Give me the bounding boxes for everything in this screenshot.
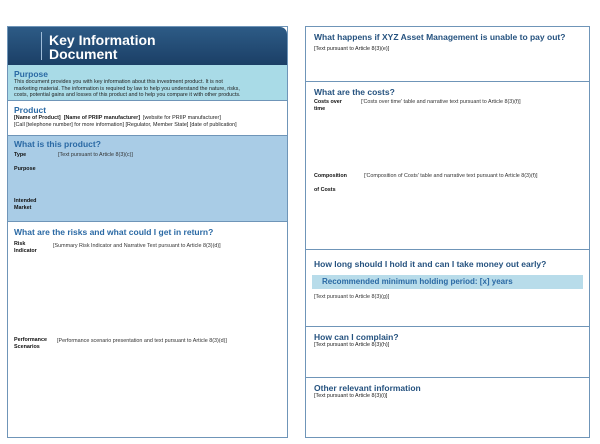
performance-scenarios-label-1: Performance bbox=[14, 337, 47, 343]
costs-over-time-text: ['Costs over time' table and narrative text pursuant to Article 8(3)(f)] bbox=[361, 99, 521, 105]
document-header bbox=[8, 27, 287, 65]
product-name: [Name of Product] bbox=[14, 115, 61, 121]
recommended-holding-period-band: Recommended minimum holding period: [x] years bbox=[312, 275, 583, 289]
composition-of-costs-label-2: of Costs bbox=[314, 187, 336, 193]
product-section bbox=[8, 101, 287, 136]
holding-period-text: [Text pursuant to Article 8(3)(g)] bbox=[314, 294, 390, 300]
unable-to-pay-section bbox=[306, 27, 589, 82]
manufacturer-website: [website for PRIIP manufacturer] bbox=[143, 115, 221, 121]
right-column bbox=[305, 26, 590, 438]
unable-to-pay-text: [Text pursuant to Article 8(3)(e)] bbox=[314, 46, 390, 52]
other-information-section bbox=[306, 378, 589, 437]
purpose-label: Purpose bbox=[14, 166, 36, 172]
purpose-text-line2: marketing material. The information is required by law to help you understand the nature, risks, bbox=[14, 85, 240, 92]
performance-scenarios-label-2: Scenarios bbox=[14, 344, 40, 350]
risk-indicator-label-2: Indicator bbox=[14, 248, 37, 254]
product-line1 bbox=[14, 115, 281, 122]
purpose-text-line1: This document provides you with key information about this investment product. It is not bbox=[14, 79, 223, 85]
intended-market-label-1: Intended bbox=[14, 198, 37, 204]
risk-indicator-text: [Summary Risk Indicator and Narrative Text pursuant to Article 8(3)(d)] bbox=[53, 243, 221, 249]
risks-heading: What are the risks and what could I get in return? bbox=[14, 227, 214, 237]
costs-over-time-label-2: time bbox=[314, 106, 326, 112]
performance-scenarios-text: [Performance scenario presentation and text pursuant to Article 8(3)(d)] bbox=[57, 338, 227, 344]
type-label: Type bbox=[14, 152, 27, 158]
other-information-text: [Text pursuant to Article 8(3)(i)] bbox=[314, 393, 388, 399]
product-line2: [Call [telephone number] for more information] [Regulator, Member State] [date of publication] bbox=[14, 121, 237, 128]
type-text: [Text pursuant to Article 8(3)(c)] bbox=[58, 152, 133, 158]
product-heading: Product bbox=[14, 105, 47, 115]
document-title-line1: Key Information bbox=[49, 32, 156, 48]
risk-indicator-label-1: Risk bbox=[14, 241, 26, 247]
holding-period-section bbox=[306, 250, 589, 327]
purpose-section bbox=[8, 65, 287, 101]
costs-over-time-label-1: Costs over bbox=[314, 99, 342, 105]
complain-text: [Text pursuant to Article 8(3)(h)] bbox=[314, 342, 390, 348]
holding-period-heading: How long should I hold it and can I take money out early? bbox=[314, 259, 547, 269]
document-title-line2: Document bbox=[49, 46, 118, 62]
purpose-text-line3: costs, potential gains and losses of this product and to help you compare it with other products. bbox=[14, 92, 241, 99]
composition-of-costs-label-1: Composition bbox=[314, 173, 347, 179]
other-information-heading: Other relevant information bbox=[314, 383, 421, 393]
costs-heading: What are the costs? bbox=[314, 87, 395, 97]
purpose-heading: Purpose bbox=[14, 69, 49, 79]
costs-section bbox=[306, 82, 589, 250]
what-is-product-heading: What is this product? bbox=[14, 139, 101, 149]
intended-market-label-2: Market bbox=[14, 205, 32, 211]
header-divider bbox=[41, 32, 42, 60]
left-column bbox=[7, 26, 288, 438]
complain-section bbox=[306, 327, 589, 378]
complain-heading: How can I complain? bbox=[314, 332, 399, 342]
what-is-product-section bbox=[8, 136, 287, 222]
risks-section bbox=[8, 222, 287, 439]
composition-of-costs-text: ['Composition of Costs' table and narrative text pursuant to Article 8(3)(f)] bbox=[364, 173, 538, 179]
manufacturer-name: [Name of PRIIP manufacturer] bbox=[63, 115, 141, 121]
unable-to-pay-heading: What happens if XYZ Asset Management is unable to pay out? bbox=[314, 32, 566, 42]
